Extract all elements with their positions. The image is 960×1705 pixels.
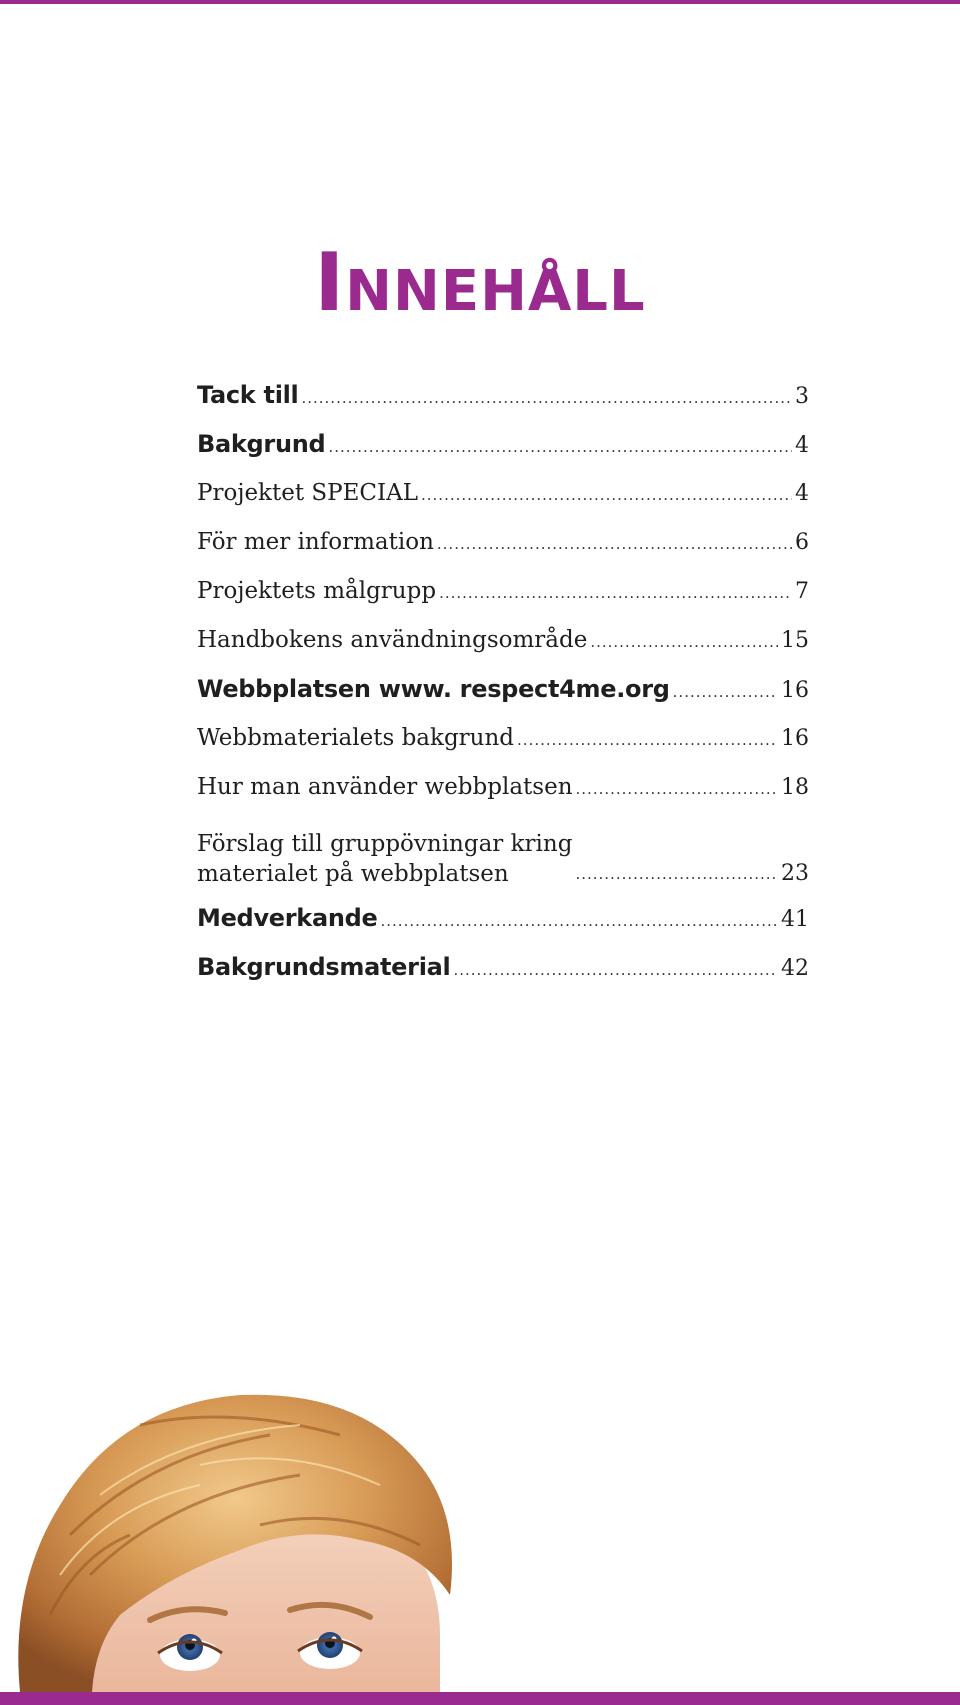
toc-page-number: 16 bbox=[781, 678, 809, 703]
toc-dot-leader bbox=[453, 960, 778, 980]
toc-entry-projektet-special[interactable] bbox=[197, 478, 809, 527]
page-title: Innehåll bbox=[314, 236, 646, 329]
toc-entry-label: Handbokens användningsområde bbox=[197, 627, 588, 653]
portrait-illustration-icon bbox=[0, 1335, 560, 1692]
toc-entry-webbplatsen[interactable] bbox=[197, 674, 809, 723]
toc-entry-label: För mer information bbox=[197, 529, 434, 555]
toc-entry-label: Projektets målgrupp bbox=[197, 578, 437, 604]
toc-entry-label-line-2: materialet på webbplatsen bbox=[197, 861, 509, 887]
toc-page-number: 41 bbox=[781, 907, 809, 932]
toc-page-number: 42 bbox=[781, 956, 809, 981]
toc-entry-label-line-1: Förslag till gruppövningar kring bbox=[197, 831, 573, 857]
toc-entry-projektets-malgrupp[interactable] bbox=[197, 576, 809, 625]
toc-entry-label: Webbmaterialets bakgrund bbox=[197, 725, 515, 751]
toc-entry-medverkande[interactable] bbox=[197, 903, 809, 952]
toc-dot-leader bbox=[517, 730, 778, 750]
top-accent-rule bbox=[0, 0, 960, 4]
toc-entry-label bbox=[197, 829, 572, 889]
toc-entry-label: Medverkande bbox=[197, 904, 378, 932]
toc-entry-label: Bakgrundsmaterial bbox=[197, 953, 451, 981]
toc-dot-leader bbox=[437, 534, 792, 554]
toc-dot-leader bbox=[439, 583, 792, 603]
toc-page-number: 6 bbox=[795, 530, 809, 555]
toc-dot-leader bbox=[328, 437, 792, 457]
toc-entry-label: Webbplatsen www. respect4me.org bbox=[197, 675, 670, 703]
toc-entry-handbokens-anvandningsomrade[interactable] bbox=[197, 625, 809, 674]
toc-entry-hur-man-anvander[interactable] bbox=[197, 772, 809, 821]
toc-page-number: 4 bbox=[795, 481, 809, 506]
toc-entry-bakgrund[interactable] bbox=[197, 429, 809, 478]
toc-entry-forslag-gruppovningar[interactable] bbox=[197, 821, 809, 903]
toc-dot-leader bbox=[301, 388, 792, 408]
bottom-accent-rule bbox=[0, 1692, 960, 1705]
toc-entry-label: Hur man använder webbplatsen bbox=[197, 774, 573, 800]
toc-entry-webbmaterialets-bakgrund[interactable] bbox=[197, 723, 809, 772]
toc-dot-leader bbox=[576, 779, 778, 799]
toc-dot-leader bbox=[590, 632, 778, 652]
toc-entry-bakgrundsmaterial[interactable] bbox=[197, 952, 809, 1001]
toc-dot-leader bbox=[421, 485, 792, 505]
toc-dot-leader bbox=[673, 682, 778, 702]
table-of-contents bbox=[197, 380, 809, 1001]
toc-page-number: 7 bbox=[795, 579, 809, 604]
toc-page-number: 16 bbox=[781, 726, 809, 751]
toc-entry-label: Tack till bbox=[197, 381, 299, 409]
toc-page-number: 3 bbox=[795, 384, 809, 409]
toc-entry-for-mer-information[interactable] bbox=[197, 527, 809, 576]
toc-page-number: 23 bbox=[781, 861, 809, 886]
toc-entry-tack-till[interactable] bbox=[197, 380, 809, 429]
woman-looking-up-photo bbox=[0, 1335, 560, 1692]
toc-dot-leader bbox=[381, 911, 779, 931]
toc-dot-leader bbox=[575, 864, 778, 884]
toc-page-number: 15 bbox=[781, 628, 809, 653]
toc-entry-label: Projektet SPECIAL bbox=[197, 480, 418, 506]
toc-page-number: 4 bbox=[795, 433, 809, 458]
toc-entry-label: Bakgrund bbox=[197, 430, 326, 458]
toc-page-number: 18 bbox=[781, 775, 809, 800]
